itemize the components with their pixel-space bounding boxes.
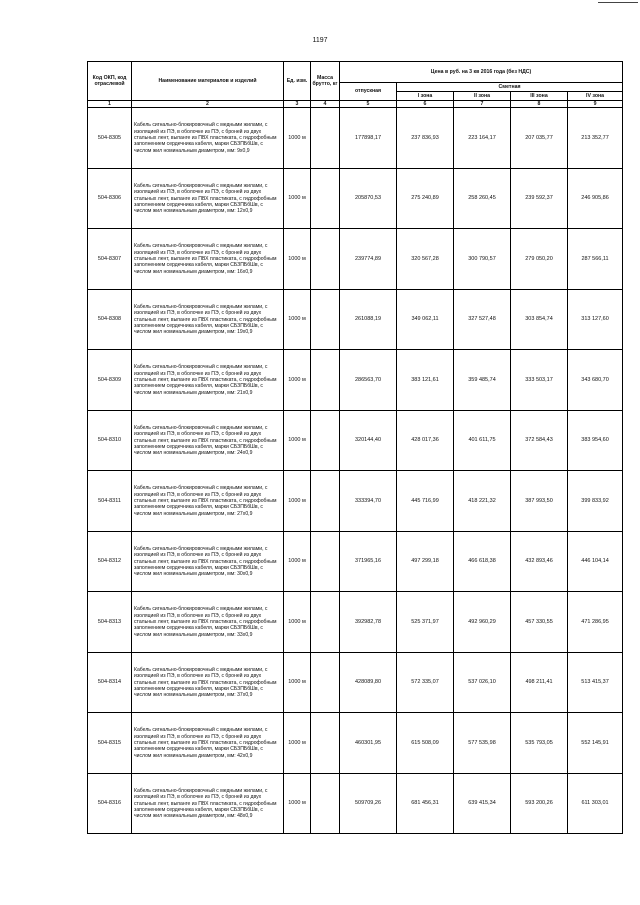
row-mass: [311, 713, 340, 774]
row-zone-1-price: 615 508,09: [397, 713, 454, 774]
row-zone-1-price: 349 062,11: [397, 289, 454, 350]
row-description: Кабель сигнально-блокировочный с медными жилами, с изоляцией из ПЭ, в оболочке из ПЭ, с броней из двух стальных лент, выпанге из ПВХ пластиката, с гидрофобным заполнением сердечника кабеля, марки СБЗПБбШв, с числом жил номинальным диаметром, мм: 27х0,9: [132, 471, 284, 532]
row-zone-2-price: 223 164,17: [454, 108, 511, 169]
header-zone-1: I зона: [397, 92, 454, 101]
row-zone-3-price: 535 793,05: [511, 713, 568, 774]
row-zone-3-price: 333 503,17: [511, 350, 568, 411]
page-number: 1197: [312, 37, 328, 44]
column-index: 9: [568, 101, 623, 108]
row-zone-3-price: 279 050,20: [511, 229, 568, 290]
row-zone-1-price: 445 716,99: [397, 471, 454, 532]
row-release-price: 509709,26: [340, 773, 397, 834]
row-zone-4-price: 446 104,14: [568, 531, 623, 592]
row-zone-2-price: 258 260,45: [454, 168, 511, 229]
row-release-price: 392982,78: [340, 592, 397, 653]
row-unit: 1000 м: [284, 229, 311, 290]
row-zone-3-price: 372 584,43: [511, 410, 568, 471]
row-zone-4-price: 471 286,95: [568, 592, 623, 653]
row-description: Кабель сигнально-блокировочный с медными жилами, с изоляцией из ПЭ, в оболочке из ПЭ, с броней из двух стальных лент, выпанге из ПВХ пластиката, с гидрофобным заполнением сердечника кабеля, марки СБЗПБбШв, с числом жил номинальным диаметром, мм: 24х0,9: [132, 410, 284, 471]
row-unit: 1000 м: [284, 713, 311, 774]
row-description: Кабель сигнально-блокировочный с медными жилами, с изоляцией из ПЭ, в оболочке из ПЭ, с броней из двух стальных лент, выпанге из ПВХ пластиката, с гидрофобным заполнением сердечника кабеля, марки СБЗПБбШв, с числом жил номинальным диаметром, мм: 48х0,9: [132, 773, 284, 834]
row-release-price: 261088,19: [340, 289, 397, 350]
column-index: 4: [311, 101, 340, 108]
row-unit: 1000 м: [284, 471, 311, 532]
row-code: 504-8314: [88, 652, 132, 713]
header-release: отпускная: [340, 83, 397, 101]
column-index: 7: [454, 101, 511, 108]
row-zone-2-price: 327 527,48: [454, 289, 511, 350]
row-zone-3-price: 498 211,41: [511, 652, 568, 713]
row-zone-3-price: 432 893,46: [511, 531, 568, 592]
header-zone-4: IV зона: [568, 92, 623, 101]
table-row: [88, 289, 623, 350]
row-zone-4-price: 513 415,37: [568, 652, 623, 713]
row-description: Кабель сигнально-блокировочный с медными жилами, с изоляцией из ПЭ, в оболочке из ПЭ, с броней из двух стальных лент, выпанге из ПВХ пластиката, с гидрофобным заполнением сердечника кабеля, марки СБЗПБбШв, с числом жил номинальным диаметром, мм: 42х0,9: [132, 713, 284, 774]
row-zone-3-price: 303 854,74: [511, 289, 568, 350]
row-zone-4-price: 246 905,86: [568, 168, 623, 229]
row-zone-4-price: 343 680,70: [568, 350, 623, 411]
header-zone-2: II зона: [454, 92, 511, 101]
table-row: [88, 652, 623, 713]
row-code: 504-8311: [88, 471, 132, 532]
row-description: Кабель сигнально-блокировочный с медными жилами, с изоляцией из ПЭ, в оболочке из ПЭ, с броней из двух стальных лент, выпанге из ПВХ пластиката, с гидрофобным заполнением сердечника кабеля, марки СБЗПБбШв, с числом жил номинальным диаметром, мм: 33х0,9: [132, 592, 284, 653]
row-zone-3-price: 207 035,77: [511, 108, 568, 169]
row-code: 504-8305: [88, 108, 132, 169]
row-zone-1-price: 497 299,18: [397, 531, 454, 592]
row-mass: [311, 350, 340, 411]
header-code: Код ОКП, код отраслевой: [88, 62, 132, 101]
row-unit: 1000 м: [284, 108, 311, 169]
row-mass: [311, 471, 340, 532]
table-row: [88, 773, 623, 834]
row-mass: [311, 168, 340, 229]
row-zone-1-price: 681 456,31: [397, 773, 454, 834]
corner-rule: [598, 2, 638, 3]
row-code: 504-8310: [88, 410, 132, 471]
row-zone-4-price: 213 352,77: [568, 108, 623, 169]
row-mass: [311, 652, 340, 713]
row-zone-2-price: 492 960,29: [454, 592, 511, 653]
table-row: [88, 713, 623, 774]
column-index: 8: [511, 101, 568, 108]
row-unit: 1000 м: [284, 531, 311, 592]
row-zone-2-price: 359 485,74: [454, 350, 511, 411]
row-mass: [311, 592, 340, 653]
column-index: 1: [88, 101, 132, 108]
row-zone-4-price: 383 954,60: [568, 410, 623, 471]
column-index: 6: [397, 101, 454, 108]
row-zone-1-price: 237 836,93: [397, 108, 454, 169]
table-row: [88, 592, 623, 653]
row-release-price: 239774,89: [340, 229, 397, 290]
table-body: [88, 108, 623, 834]
table-row: [88, 531, 623, 592]
row-unit: 1000 м: [284, 410, 311, 471]
row-unit: 1000 м: [284, 168, 311, 229]
row-code: 504-8315: [88, 713, 132, 774]
row-zone-2-price: 577 535,98: [454, 713, 511, 774]
column-index: 5: [340, 101, 397, 108]
row-release-price: 428089,80: [340, 652, 397, 713]
row-unit: 1000 м: [284, 773, 311, 834]
row-code: 504-8316: [88, 773, 132, 834]
row-zone-3-price: 457 330,55: [511, 592, 568, 653]
row-release-price: 320144,40: [340, 410, 397, 471]
row-zone-1-price: 525 371,97: [397, 592, 454, 653]
table-row: [88, 168, 623, 229]
row-zone-1-price: 428 017,36: [397, 410, 454, 471]
row-zone-3-price: 387 993,50: [511, 471, 568, 532]
row-zone-2-price: 466 618,38: [454, 531, 511, 592]
row-unit: 1000 м: [284, 350, 311, 411]
row-zone-3-price: 593 200,26: [511, 773, 568, 834]
header-name: Наименование материалов и изделий: [132, 62, 284, 101]
row-zone-2-price: 537 026,10: [454, 652, 511, 713]
row-release-price: 460301,95: [340, 713, 397, 774]
row-zone-1-price: 572 335,07: [397, 652, 454, 713]
row-release-price: 205870,53: [340, 168, 397, 229]
row-zone-2-price: 639 415,34: [454, 773, 511, 834]
row-zone-4-price: 313 127,60: [568, 289, 623, 350]
row-zone-4-price: 287 566,11: [568, 229, 623, 290]
row-description: Кабель сигнально-блокировочный с медными жилами, с изоляцией из ПЭ, в оболочке из ПЭ, с броней из двух стальных лент, выпанге из ПВХ пластиката, с гидрофобным заполнением сердечника кабеля, марки СБЗПБбШв, с числом жил номинальным диаметром, мм: 21х0,9: [132, 350, 284, 411]
row-code: 504-8309: [88, 350, 132, 411]
row-code: 504-8313: [88, 592, 132, 653]
row-zone-4-price: 399 833,92: [568, 471, 623, 532]
table-row: [88, 108, 623, 169]
row-description: Кабель сигнально-блокировочный с медными жилами, с изоляцией из ПЭ, в оболочке из ПЭ, с броней из двух стальных лент, выпанге из ПВХ пластиката, с гидрофобным заполнением сердечника кабеля, марки СБЗПБбШв, с числом жил номинальным диаметром, мм: 9х0,9: [132, 108, 284, 169]
row-zone-1-price: 383 121,61: [397, 350, 454, 411]
row-zone-2-price: 300 790,57: [454, 229, 511, 290]
header-estimate: Сметная: [397, 83, 623, 92]
row-release-price: 333394,70: [340, 471, 397, 532]
row-description: Кабель сигнально-блокировочный с медными жилами, с изоляцией из ПЭ, в оболочке из ПЭ, с броней из двух стальных лент, выпанге из ПВХ пластиката, с гидрофобным заполнением сердечника кабеля, марки СБЗПБбШв, с числом жил номинальным диаметром, мм: 12х0,9: [132, 168, 284, 229]
row-release-price: 371965,16: [340, 531, 397, 592]
row-mass: [311, 289, 340, 350]
row-release-price: 177898,17: [340, 108, 397, 169]
row-description: Кабель сигнально-блокировочный с медными жилами, с изоляцией из ПЭ, в оболочке из ПЭ, с броней из двух стальных лент, выпанге из ПВХ пластиката, с гидрофобным заполнением сердечника кабеля, марки СБЗПБбШв, с числом жил номинальным диаметром, мм: 16х0,9: [132, 229, 284, 290]
row-zone-1-price: 275 240,89: [397, 168, 454, 229]
header-zone-3: III зона: [511, 92, 568, 101]
row-description: Кабель сигнально-блокировочный с медными жилами, с изоляцией из ПЭ, в оболочке из ПЭ, с броней из двух стальных лент, выпанге из ПВХ пластиката, с гидрофобным заполнением сердечника кабеля, марки СБЗПБбШв, с числом жил номинальным диаметром, мм: 19х0,9: [132, 289, 284, 350]
table-row: [88, 350, 623, 411]
row-mass: [311, 531, 340, 592]
row-zone-4-price: 552 145,91: [568, 713, 623, 774]
row-unit: 1000 м: [284, 592, 311, 653]
table-row: [88, 471, 623, 532]
row-code: 504-8306: [88, 168, 132, 229]
row-unit: 1000 м: [284, 652, 311, 713]
table-row: [88, 410, 623, 471]
row-unit: 1000 м: [284, 289, 311, 350]
column-index: 2: [132, 101, 284, 108]
row-description: Кабель сигнально-блокировочный с медными жилами, с изоляцией из ПЭ, в оболочке из ПЭ, с броней из двух стальных лент, выпанге из ПВХ пластиката, с гидрофобным заполнением сердечника кабеля, марки СБЗПБбШв, с числом жил номинальным диаметром, мм: 37х0,9: [132, 652, 284, 713]
row-mass: [311, 410, 340, 471]
row-zone-3-price: 239 592,37: [511, 168, 568, 229]
header-price-title: Цена в руб. на 3 кв 2016 года (без НДС): [340, 62, 623, 83]
row-zone-1-price: 320 567,28: [397, 229, 454, 290]
row-description: Кабель сигнально-блокировочный с медными жилами, с изоляцией из ПЭ, в оболочке из ПЭ, с броней из двух стальных лент, выпанге из ПВХ пластиката, с гидрофобным заполнением сердечника кабеля, марки СБЗПБбШв, с числом жил номинальным диаметром, мм: 30х0,9: [132, 531, 284, 592]
row-zone-2-price: 401 611,75: [454, 410, 511, 471]
row-release-price: 286563,70: [340, 350, 397, 411]
header-unit: Ед. изм.: [284, 62, 311, 101]
row-code: 504-8307: [88, 229, 132, 290]
header-mass: Масса брутто, кг: [311, 62, 340, 101]
table-row: [88, 229, 623, 290]
row-mass: [311, 108, 340, 169]
row-code: 504-8308: [88, 289, 132, 350]
row-code: 504-8312: [88, 531, 132, 592]
row-mass: [311, 773, 340, 834]
price-table: [87, 61, 623, 834]
row-zone-2-price: 418 221,32: [454, 471, 511, 532]
column-index: 3: [284, 101, 311, 108]
row-mass: [311, 229, 340, 290]
row-zone-4-price: 611 303,01: [568, 773, 623, 834]
